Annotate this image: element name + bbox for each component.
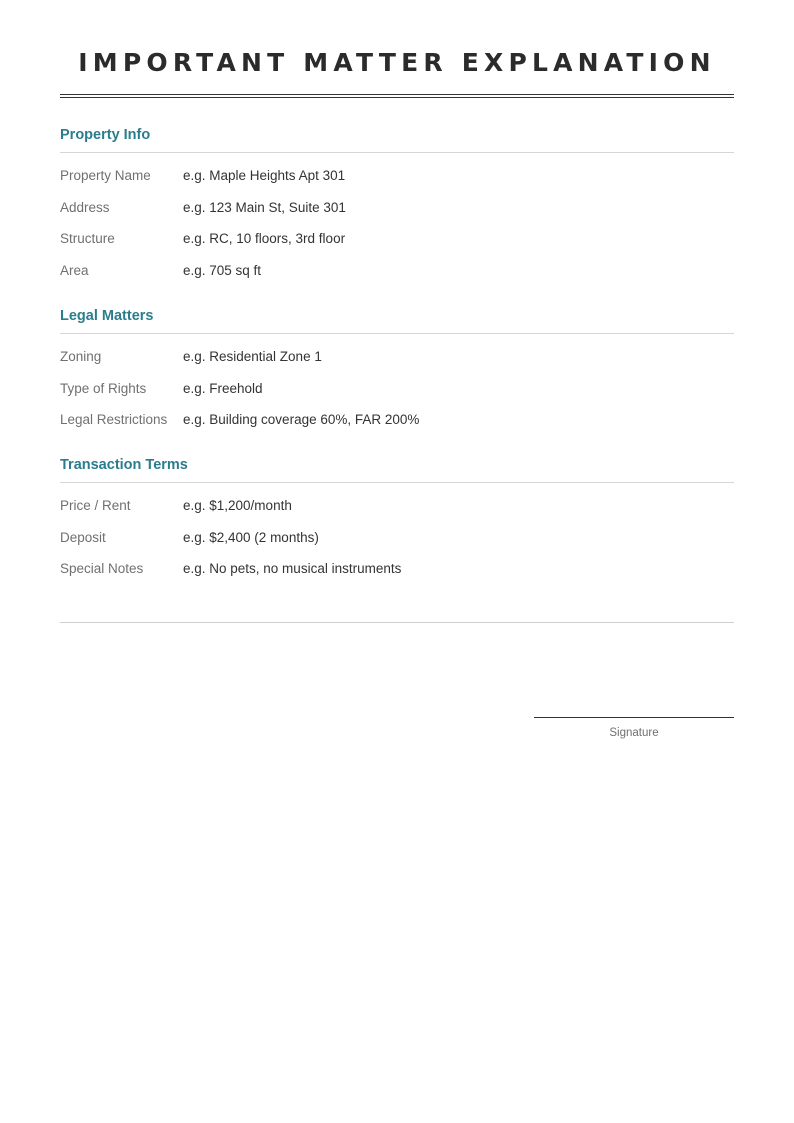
signature-line[interactable] (534, 717, 734, 718)
section-divider (60, 152, 734, 153)
field-row-area (60, 261, 734, 293)
field-row-zoning (60, 347, 734, 379)
document-page (60, 0, 734, 739)
field-value[interactable]: e.g. $1,200/month (183, 498, 292, 513)
field-list (60, 347, 734, 442)
field-row-price-rent (60, 496, 734, 528)
field-label: Property Name (60, 168, 151, 183)
field-label: Address (60, 199, 110, 215)
signature-label: Signature (609, 727, 659, 739)
field-row-address (60, 198, 734, 230)
field-row-structure (60, 229, 734, 261)
field-label: Structure (60, 231, 115, 246)
field-label: Type of Rights (60, 380, 147, 396)
signature-block (534, 717, 734, 741)
field-value[interactable]: e.g. Building coverage 60%, FAR 200% (183, 412, 420, 427)
section-transaction-terms (60, 454, 734, 591)
field-row-property-name (60, 166, 734, 198)
field-row-type-of-rights (60, 379, 734, 411)
section-heading: Transaction Terms (60, 457, 188, 473)
section-divider (60, 333, 734, 334)
field-label: Legal Restrictions (60, 412, 168, 427)
field-value[interactable]: e.g. No pets, no musical instruments (183, 561, 402, 576)
field-value[interactable]: e.g. Residential Zone 1 (183, 349, 322, 364)
field-value[interactable]: e.g. Freehold (183, 380, 263, 396)
title-double-rule (60, 94, 734, 95)
field-label: Deposit (60, 529, 106, 545)
field-label: Price / Rent (60, 498, 131, 513)
field-row-deposit (60, 528, 734, 560)
field-label: Area (60, 262, 89, 278)
field-list (60, 166, 734, 292)
field-value[interactable]: e.g. Maple Heights Apt 301 (183, 168, 346, 183)
field-value[interactable]: e.g. 705 sq ft (183, 262, 262, 278)
field-label: Zoning (60, 349, 102, 364)
field-label: Special Notes (60, 561, 144, 576)
section-divider (60, 482, 734, 483)
field-value[interactable]: e.g. 123 Main St, Suite 301 (183, 199, 346, 215)
document-title: IMPORTANT MATTER EXPLANATION (78, 48, 716, 77)
field-value[interactable]: e.g. RC, 10 floors, 3rd floor (183, 231, 346, 246)
field-row-legal-restrictions (60, 410, 734, 442)
section-legal-matters (60, 305, 734, 442)
section-heading: Legal Matters (60, 308, 154, 324)
section-property-info (60, 124, 734, 292)
section-heading: Property Info (60, 127, 151, 143)
footer-divider (60, 622, 734, 623)
field-list (60, 496, 734, 591)
field-value[interactable]: e.g. $2,400 (2 months) (183, 529, 319, 545)
field-row-special-notes (60, 559, 734, 591)
